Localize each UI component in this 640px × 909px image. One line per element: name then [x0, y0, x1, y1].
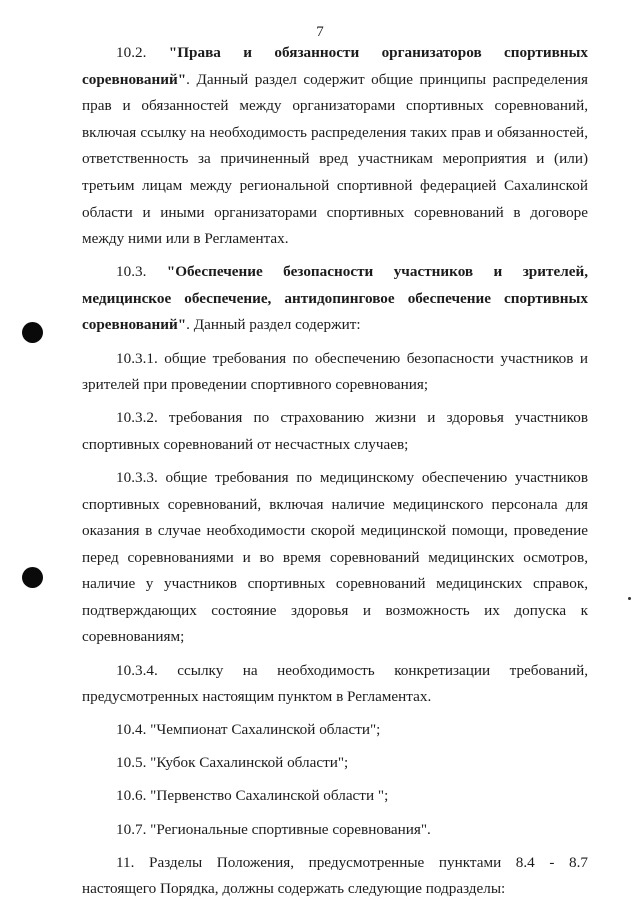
paragraph-text: "Первенство Сахалинской области ";: [150, 787, 389, 805]
paragraph-10-4: [82, 717, 588, 744]
clause-number: 10.5.: [116, 754, 147, 772]
paragraph-text: . Данный раздел содержит:: [186, 316, 361, 334]
paragraph-text: "Региональные спортивные соревнования".: [150, 820, 431, 838]
paragraph-10-3: [82, 259, 588, 339]
paragraph-text: Разделы Положения, предусмотренные пунктами 8.4 - 8.7 настоящего Порядка, должны содержать следующие подразделы:: [82, 853, 588, 898]
paragraph-10-7: [82, 817, 588, 844]
clause-number: 10.4.: [116, 721, 147, 739]
page-number: 7: [316, 24, 324, 40]
section-title: "Обеспечение безопасности участников и зрителей, медицинское обеспечение, антидопинговое обеспечение спортивных соревнований": [82, 263, 589, 334]
clause-number: 10.3.3.: [116, 468, 158, 486]
paragraph-text: "Чемпионат Сахалинской области";: [150, 721, 381, 739]
paragraph-10-3-3: [82, 465, 588, 651]
clause-number: 11.: [116, 853, 135, 871]
paragraph-text: общие требования по обеспечению безопасности участников и зрителей при проведении спортивного соревнования;: [82, 349, 588, 394]
paragraph-10-5: [82, 750, 588, 777]
clause-number: 10.6.: [116, 787, 147, 805]
paragraph-text: ссылку на необходимость конкретизации требований, предусмотренных настоящим пунктом в Регламентах.: [82, 661, 589, 706]
punch-hole-top: [22, 322, 43, 343]
scan-speck: [628, 597, 631, 600]
document-body: [82, 40, 588, 909]
clause-number: 10.3.2.: [116, 409, 158, 427]
paragraph-10-3-4: [82, 658, 588, 711]
clause-number: 10.2.: [116, 44, 147, 61]
punch-hole-bottom: [22, 567, 43, 588]
clause-number: 10.3.: [116, 263, 147, 281]
clause-number: 10.7.: [116, 820, 147, 838]
paragraph-text: общие требования по медицинскому обеспечению участников спортивных соревнований, включая наличие медицинского персонала для оказания в случае необходимости скорой медицинской помощи, проведение перед соревнованиями и во время соревнований медицинских осмотров, наличие у участников спортивных соревнований медицинских справок, подтверждающих состояние здоровья и возможность их допуска к соревнованиям;: [82, 468, 589, 646]
clause-number: 10.3.4.: [116, 661, 158, 679]
clause-number: 10.3.1.: [116, 349, 158, 367]
paragraph-11: [82, 850, 588, 903]
paragraph-10-2: [82, 40, 588, 253]
paragraph-text: . Данный раздел содержит общие принципы распределения прав и обязанностей между организаторами спортивных соревнований, включая ссылку на необходимость распределения таких прав и обязанностей, ответственность за причиненный вред участникам мероприятия и (или) третьим лицам между региональной спортивной федерацией Сахалинской области и иными организаторами спортивных соревнований в договоре между ними или в Регламентах.: [82, 70, 588, 248]
paragraph-10-3-1: [82, 346, 588, 399]
paragraph-text: "Кубок Сахалинской области";: [150, 754, 349, 772]
section-title: "Права и обязанности организаторов спортивных соревнований": [82, 44, 588, 88]
paragraph-text: требования по страхованию жизни и здоровья участников спортивных соревнований от несчастных случаев;: [82, 409, 588, 453]
paragraph-10-3-2: [82, 405, 588, 458]
paragraph-10-6: [82, 783, 588, 810]
